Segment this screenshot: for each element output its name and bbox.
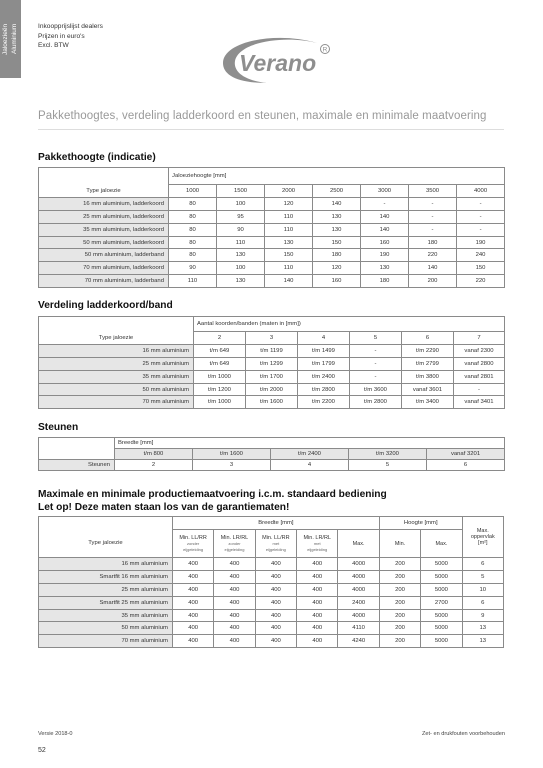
row-type-label: 50 mm aluminium, ladderband bbox=[39, 249, 169, 262]
cell: 200 bbox=[379, 558, 420, 571]
cell: 140 bbox=[409, 262, 457, 275]
cell: 400 bbox=[214, 596, 255, 609]
cell: 400 bbox=[297, 558, 338, 571]
cell: 110 bbox=[265, 210, 313, 223]
col-header: 3500 bbox=[409, 185, 457, 198]
col-header: t/m 3200 bbox=[349, 449, 427, 460]
col-header: Max. bbox=[338, 530, 379, 558]
cell: 200 bbox=[379, 635, 420, 648]
cell: t/m 1499 bbox=[298, 344, 350, 357]
cell: 400 bbox=[172, 609, 213, 622]
cell: 400 bbox=[214, 609, 255, 622]
steunen-row-label: Steunen bbox=[39, 460, 115, 471]
row-type-label: 16 mm aluminium, ladderkoord bbox=[39, 197, 169, 210]
cell: t/m 2800 bbox=[298, 383, 350, 396]
cell: t/m 3800 bbox=[402, 370, 454, 383]
cell: 80 bbox=[169, 236, 217, 249]
row-type-label: 35 mm aluminium bbox=[39, 370, 194, 383]
cell: 130 bbox=[313, 223, 361, 236]
vat-note: Excl. BTW bbox=[38, 42, 69, 49]
table-row bbox=[39, 383, 505, 396]
cell: 180 bbox=[361, 275, 409, 288]
cell: t/m 649 bbox=[194, 357, 246, 370]
cell: t/m 2400 bbox=[298, 370, 350, 383]
cell: 400 bbox=[214, 622, 255, 635]
cell: vanaf 2800 bbox=[454, 357, 505, 370]
version-label: Versie 2018-0 bbox=[38, 731, 73, 737]
col-header: Min. LR/RL met eijgeleiding bbox=[297, 530, 338, 558]
col-header: 1500 bbox=[217, 185, 265, 198]
cell: t/m 1199 bbox=[246, 344, 298, 357]
cell: 240 bbox=[457, 249, 505, 262]
col-header: Min. LL/RR zonder eijgeleiding bbox=[172, 530, 213, 558]
cell: 200 bbox=[379, 583, 420, 596]
cell: 80 bbox=[169, 249, 217, 262]
cell: 400 bbox=[297, 570, 338, 583]
table-row bbox=[39, 396, 505, 409]
aantal-koorden-header: Aantal koorden/banden (maten in [mm]) bbox=[194, 317, 505, 332]
cell: 4000 bbox=[338, 558, 379, 571]
cell: 5000 bbox=[421, 570, 462, 583]
col-header: 2 bbox=[194, 332, 246, 345]
pakkethoogte-table bbox=[38, 167, 505, 288]
svg-text:R: R bbox=[322, 46, 328, 54]
cell: t/m 3400 bbox=[402, 396, 454, 409]
disclaimer: Zet- en drukfouten voorbehouden bbox=[421, 731, 505, 737]
cell: 90 bbox=[217, 223, 265, 236]
row-type-label: Smartfit 16 mm aluminium bbox=[39, 570, 173, 583]
col-header: 4 bbox=[298, 332, 350, 345]
table-row bbox=[39, 357, 505, 370]
cell: - bbox=[350, 370, 402, 383]
cell: 80 bbox=[169, 223, 217, 236]
category-tab bbox=[0, 0, 21, 78]
cell: 200 bbox=[409, 275, 457, 288]
cell: 180 bbox=[409, 236, 457, 249]
cell: 5 bbox=[349, 460, 427, 471]
table-row bbox=[39, 344, 505, 357]
cell: 160 bbox=[361, 236, 409, 249]
cell: 200 bbox=[379, 622, 420, 635]
col-header: Min. LL/RR met eijgeleiding bbox=[255, 530, 296, 558]
col-header: t/m 800 bbox=[115, 449, 193, 460]
max-oppervlak-header: Max. oppervlak [m²] bbox=[462, 517, 503, 558]
cell: 110 bbox=[217, 236, 265, 249]
table-row bbox=[39, 635, 504, 648]
currency-note: Prijzen in euro's bbox=[38, 32, 85, 40]
table-row bbox=[39, 622, 504, 635]
row-type-label: Smartfit 25 mm aluminium bbox=[39, 596, 173, 609]
cell: 100 bbox=[217, 197, 265, 210]
cell: 110 bbox=[265, 223, 313, 236]
cell: 120 bbox=[265, 197, 313, 210]
table-row bbox=[39, 596, 504, 609]
col-header: 6 bbox=[402, 332, 454, 345]
cell: 100 bbox=[217, 262, 265, 275]
steunen-table bbox=[38, 437, 505, 471]
type-header: Type jaloezie bbox=[39, 530, 173, 558]
cell: 4000 bbox=[338, 583, 379, 596]
jaloeziehoogte-header: Jaloeziehoogte [mm] bbox=[169, 168, 505, 185]
cell: 140 bbox=[361, 223, 409, 236]
table-row bbox=[39, 609, 504, 622]
cell: 6 bbox=[462, 596, 503, 609]
verdeling-title: Verdeling ladderkoord/band bbox=[38, 300, 173, 311]
cell: 4000 bbox=[338, 570, 379, 583]
cell: 6 bbox=[462, 558, 503, 571]
cell: t/m 1200 bbox=[194, 383, 246, 396]
cell: t/m 2800 bbox=[350, 396, 402, 409]
cell: 140 bbox=[361, 210, 409, 223]
col-header: 3000 bbox=[361, 185, 409, 198]
type-header: Type jaloezie bbox=[39, 332, 194, 345]
cell: 400 bbox=[297, 622, 338, 635]
maatvoering-table bbox=[38, 516, 504, 648]
verano-logo bbox=[217, 33, 337, 87]
cell: 5000 bbox=[421, 583, 462, 596]
col-header: Max. bbox=[421, 530, 462, 558]
cell: 2700 bbox=[421, 596, 462, 609]
cell: t/m 1600 bbox=[246, 396, 298, 409]
cell: t/m 1700 bbox=[246, 370, 298, 383]
cell: 5000 bbox=[421, 635, 462, 648]
cell: 3 bbox=[193, 460, 271, 471]
cell: 6 bbox=[427, 460, 505, 471]
cell: 400 bbox=[172, 570, 213, 583]
page-number: 52 bbox=[38, 747, 46, 754]
col-header: 2000 bbox=[265, 185, 313, 198]
category-tab-line1: Jaloezieën bbox=[2, 23, 9, 55]
cell: 130 bbox=[313, 210, 361, 223]
cell: 400 bbox=[255, 622, 296, 635]
row-type-label: 16 mm aluminium bbox=[39, 344, 194, 357]
table-row bbox=[39, 370, 505, 383]
cell: - bbox=[457, 210, 505, 223]
steunen-title: Steunen bbox=[38, 422, 79, 433]
cell: 4110 bbox=[338, 622, 379, 635]
row-type-label: 70 mm aluminium, ladderband bbox=[39, 275, 169, 288]
cell: 400 bbox=[172, 558, 213, 571]
cell: - bbox=[350, 357, 402, 370]
cell: t/m 2799 bbox=[402, 357, 454, 370]
cell: 2 bbox=[115, 460, 193, 471]
cell: 400 bbox=[214, 583, 255, 596]
table-row bbox=[39, 197, 505, 210]
maatvoering-title: Maximale en minimale productiemaatvoering i.c.m. standaard bediening bbox=[38, 489, 387, 500]
cell: vanaf 2801 bbox=[454, 370, 505, 383]
cell: 200 bbox=[379, 609, 420, 622]
cell: 400 bbox=[172, 596, 213, 609]
cell: - bbox=[361, 197, 409, 210]
row-type-label: 70 mm aluminium bbox=[39, 635, 173, 648]
col-header: t/m 1600 bbox=[193, 449, 271, 460]
row-type-label: 50 mm aluminium bbox=[39, 383, 194, 396]
table-row bbox=[39, 210, 505, 223]
cell: 5000 bbox=[421, 558, 462, 571]
cell: 400 bbox=[172, 622, 213, 635]
cell: t/m 2290 bbox=[402, 344, 454, 357]
cell: t/m 1799 bbox=[298, 357, 350, 370]
cell: 400 bbox=[255, 609, 296, 622]
cell: t/m 2000 bbox=[246, 383, 298, 396]
cell: 90 bbox=[169, 262, 217, 275]
cell: 5000 bbox=[421, 622, 462, 635]
cell: 180 bbox=[313, 249, 361, 262]
row-type-label: 70 mm aluminium bbox=[39, 396, 194, 409]
price-list-title: Inkoopprijslijst dealers bbox=[38, 23, 103, 30]
cell: 400 bbox=[297, 609, 338, 622]
cell: 400 bbox=[255, 558, 296, 571]
cell: vanaf 2300 bbox=[454, 344, 505, 357]
cell: - bbox=[457, 197, 505, 210]
row-type-label: 50 mm aluminium bbox=[39, 622, 173, 635]
page-heading: Pakkethoogtes, verdeling ladderkoord en steunen, maximale en minimale maatvoering bbox=[38, 110, 487, 122]
cell: 150 bbox=[313, 236, 361, 249]
cell: 80 bbox=[169, 197, 217, 210]
cell: t/m 1299 bbox=[246, 357, 298, 370]
hoogte-header: Hoogte [mm] bbox=[379, 517, 462, 530]
cell: 4000 bbox=[338, 609, 379, 622]
cell: 220 bbox=[409, 249, 457, 262]
row-type-label: 25 mm aluminium, ladderkoord bbox=[39, 210, 169, 223]
heading-divider bbox=[38, 129, 504, 130]
cell: t/m 649 bbox=[194, 344, 246, 357]
cell: 13 bbox=[462, 635, 503, 648]
cell: 400 bbox=[297, 596, 338, 609]
cell: 190 bbox=[457, 236, 505, 249]
cell: 400 bbox=[255, 596, 296, 609]
cell: 400 bbox=[297, 583, 338, 596]
garantie-warning: Let op! Deze maten staan los van de garantiematen! bbox=[38, 502, 290, 513]
cell: 200 bbox=[379, 596, 420, 609]
col-header: 7 bbox=[454, 332, 505, 345]
table-row bbox=[39, 236, 505, 249]
col-header: 1000 bbox=[169, 185, 217, 198]
cell: 13 bbox=[462, 622, 503, 635]
cell: 400 bbox=[214, 635, 255, 648]
cell: 150 bbox=[457, 262, 505, 275]
row-type-label: 35 mm aluminium, ladderkoord bbox=[39, 223, 169, 236]
table-row bbox=[39, 558, 504, 571]
table-row bbox=[39, 275, 505, 288]
cell: 5 bbox=[462, 570, 503, 583]
cell: - bbox=[457, 223, 505, 236]
cell: 150 bbox=[265, 249, 313, 262]
cell: 95 bbox=[217, 210, 265, 223]
cell: 5000 bbox=[421, 609, 462, 622]
col-header: 5 bbox=[350, 332, 402, 345]
cell: vanaf 3601 bbox=[402, 383, 454, 396]
row-type-label: 70 mm aluminium, ladderkoord bbox=[39, 262, 169, 275]
cell: 400 bbox=[214, 558, 255, 571]
cell: 400 bbox=[255, 570, 296, 583]
cell: 110 bbox=[265, 262, 313, 275]
cell: 400 bbox=[172, 635, 213, 648]
row-type-label: 16 mm aluminium bbox=[39, 558, 173, 571]
verdeling-table bbox=[38, 316, 505, 409]
cell: 110 bbox=[169, 275, 217, 288]
table-row bbox=[39, 223, 505, 236]
cell: 200 bbox=[379, 570, 420, 583]
cell: t/m 1000 bbox=[194, 396, 246, 409]
cell: 400 bbox=[172, 583, 213, 596]
cell: t/m 3600 bbox=[350, 383, 402, 396]
col-header: t/m 2400 bbox=[271, 449, 349, 460]
row-type-label: 25 mm aluminium bbox=[39, 357, 194, 370]
table-row bbox=[39, 262, 505, 275]
cell: - bbox=[409, 197, 457, 210]
category-tab-line2: Aluminium bbox=[11, 23, 18, 55]
col-header: vanaf 3201 bbox=[427, 449, 505, 460]
col-header: Min. LR/RL zonder eijgeleiding bbox=[214, 530, 255, 558]
cell: vanaf 3401 bbox=[454, 396, 505, 409]
breedte-header: Breedte [mm] bbox=[172, 517, 379, 530]
cell: 80 bbox=[169, 210, 217, 223]
row-type-label: 50 mm aluminium, ladderkoord bbox=[39, 236, 169, 249]
cell: - bbox=[409, 223, 457, 236]
cell: t/m 1000 bbox=[194, 370, 246, 383]
cell: 220 bbox=[457, 275, 505, 288]
cell: 140 bbox=[313, 197, 361, 210]
cell: 130 bbox=[217, 249, 265, 262]
cell: 2400 bbox=[338, 596, 379, 609]
cell: 10 bbox=[462, 583, 503, 596]
cell: 130 bbox=[217, 275, 265, 288]
col-header: 2500 bbox=[313, 185, 361, 198]
cell: t/m 2200 bbox=[298, 396, 350, 409]
cell: 400 bbox=[214, 570, 255, 583]
cell: 190 bbox=[361, 249, 409, 262]
row-type-label: 35 mm aluminium bbox=[39, 609, 173, 622]
cell: 130 bbox=[361, 262, 409, 275]
col-header: 4000 bbox=[457, 185, 505, 198]
cell: 400 bbox=[255, 583, 296, 596]
pakkethoogte-title: Pakkethoogte (indicatie) bbox=[38, 152, 156, 163]
cell: 140 bbox=[265, 275, 313, 288]
cell: - bbox=[454, 383, 505, 396]
cell: 130 bbox=[265, 236, 313, 249]
table-row bbox=[39, 249, 505, 262]
breedte-header: Breedte [mm] bbox=[115, 438, 505, 449]
price-list-info bbox=[38, 22, 103, 51]
cell: 4240 bbox=[338, 635, 379, 648]
cell: 4 bbox=[271, 460, 349, 471]
col-header: 3 bbox=[246, 332, 298, 345]
cell: - bbox=[409, 210, 457, 223]
cell: 400 bbox=[297, 635, 338, 648]
table-row bbox=[39, 570, 504, 583]
logo-wordmark: Verano bbox=[239, 50, 317, 76]
type-header: Type jaloezie bbox=[39, 185, 169, 198]
category-tab-label bbox=[1, 4, 21, 74]
cell: 9 bbox=[462, 609, 503, 622]
row-type-label: 25 mm aluminium bbox=[39, 583, 173, 596]
table-row bbox=[39, 583, 504, 596]
cell: 400 bbox=[255, 635, 296, 648]
cell: 120 bbox=[313, 262, 361, 275]
cell: - bbox=[350, 344, 402, 357]
cell: 160 bbox=[313, 275, 361, 288]
col-header: Min. bbox=[379, 530, 420, 558]
